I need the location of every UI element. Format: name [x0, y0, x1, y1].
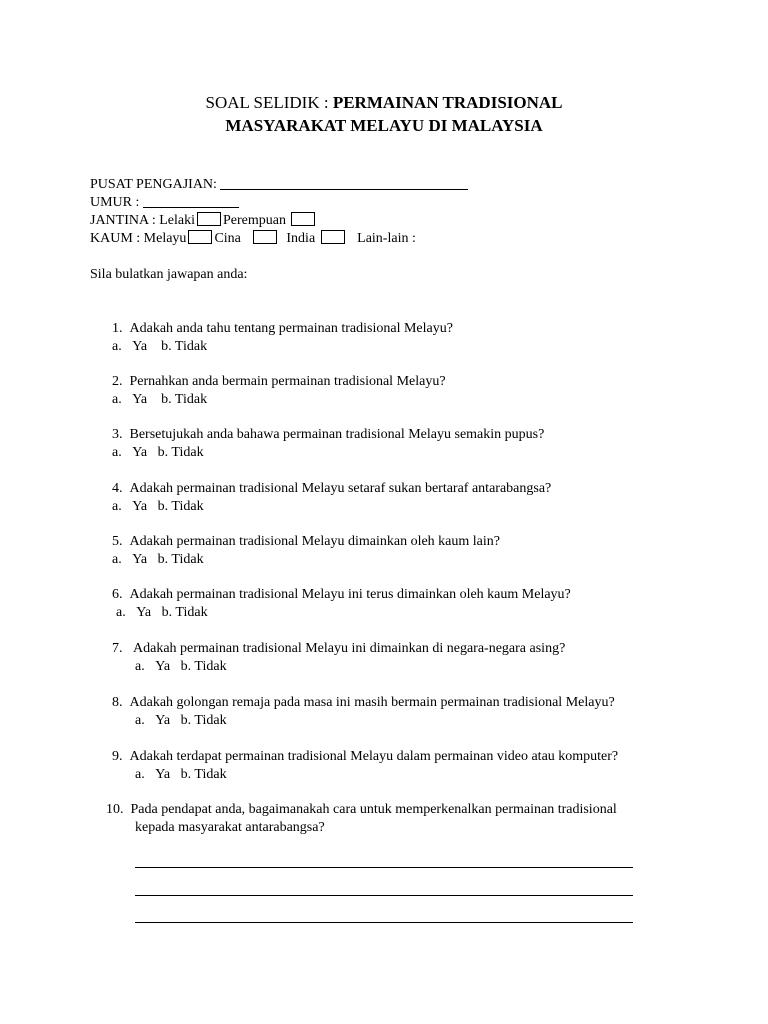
- umur-field[interactable]: [143, 195, 239, 208]
- option-a-marker: a.: [112, 445, 122, 460]
- question-text: Bersetujukah anda bahawa permainan tradisional Melayu semakin pupus?: [129, 427, 545, 442]
- question-number: 1.: [112, 321, 123, 336]
- cina-label: Cina: [214, 231, 241, 246]
- perempuan-checkbox[interactable]: [291, 212, 315, 226]
- question-7: [112, 640, 565, 658]
- answer-tidak[interactable]: b. Tidak: [161, 339, 208, 354]
- answer-ya[interactable]: Ya: [132, 392, 148, 407]
- question-4: [112, 480, 551, 498]
- question-number: 3.: [112, 427, 123, 442]
- answer-ya[interactable]: Ya: [155, 659, 171, 674]
- question-text: Adakah golongan remaja pada masa ini masih bermain permainan tradisional Melayu?: [129, 695, 615, 710]
- umur-label: UMUR :: [90, 195, 140, 210]
- answer-row-2: [112, 391, 207, 409]
- answer-tidak[interactable]: b. Tidak: [180, 767, 227, 782]
- question-number: 4.: [112, 481, 123, 496]
- answer-tidak[interactable]: b. Tidak: [180, 713, 227, 728]
- question-3: [112, 426, 544, 444]
- question-10: [106, 801, 617, 819]
- question-2: [112, 373, 446, 391]
- question-text: Adakah permainan tradisional Melayu ini terus dimainkan oleh kaum Melayu?: [129, 587, 571, 602]
- pusat-pengajian-label: PUSAT PENGAJIAN:: [90, 177, 217, 192]
- option-a-marker: a.: [112, 339, 122, 354]
- title-main-2: MASYARAKAT MELAYU DI MALAYSIA: [225, 116, 543, 135]
- question-6: [112, 586, 571, 604]
- answer-ya[interactable]: Ya: [136, 605, 152, 620]
- answer-row-6: [116, 604, 208, 622]
- answer-tidak[interactable]: b. Tidak: [161, 605, 208, 620]
- kaum-row: [90, 230, 416, 248]
- answer-line-2[interactable]: [135, 895, 633, 896]
- lelaki-checkbox[interactable]: [197, 212, 221, 226]
- answer-line-1[interactable]: [135, 867, 633, 868]
- answer-ya[interactable]: Ya: [132, 445, 148, 460]
- question-number: 2.: [112, 374, 123, 389]
- umur-row: [90, 194, 239, 212]
- question-text: Adakah permainan tradisional Melayu setaraf sukan bertaraf antarabangsa?: [129, 481, 552, 496]
- title-line-2: [0, 115, 768, 137]
- title-line-1: [0, 92, 768, 114]
- india-checkbox[interactable]: [321, 230, 345, 244]
- question-text: Adakah anda tahu tentang permainan tradisional Melayu?: [129, 321, 453, 336]
- cina-checkbox[interactable]: [253, 230, 277, 244]
- answer-row-8: [135, 712, 227, 730]
- title-prefix: SOAL SELIDIK :: [205, 93, 333, 112]
- option-a-marker: a.: [112, 552, 122, 567]
- perempuan-label: Perempuan: [222, 213, 286, 228]
- question-text-line-2: kepada masyarakat antarabangsa?: [135, 820, 325, 835]
- answer-tidak[interactable]: b. Tidak: [157, 552, 204, 567]
- question-1: [112, 320, 453, 338]
- question-number: 8.: [112, 695, 123, 710]
- option-a-marker: a.: [112, 499, 122, 514]
- melayu-checkbox[interactable]: [188, 230, 212, 244]
- option-a-marker: a.: [135, 713, 145, 728]
- jantina-label: JANTINA : Lelaki: [90, 213, 195, 228]
- question-number: 7.: [112, 641, 123, 656]
- question-5: [112, 533, 500, 551]
- answer-row-7: [135, 658, 227, 676]
- question-text: Adakah permainan tradisional Melayu ini dimainkan di negara-negara asing?: [133, 641, 566, 656]
- answer-row-3: [112, 444, 204, 462]
- answer-ya[interactable]: Ya: [132, 499, 148, 514]
- question-number: 10.: [106, 802, 124, 817]
- answer-tidak[interactable]: b. Tidak: [161, 392, 208, 407]
- jantina-row: [90, 212, 317, 230]
- question-9: [112, 748, 618, 766]
- question-text-line-1: Pada pendapat anda, bagaimanakah cara untuk memperkenalkan permainan tradisional: [130, 802, 617, 817]
- question-text: Adakah permainan tradisional Melayu dimainkan oleh kaum lain?: [129, 534, 500, 549]
- answer-ya[interactable]: Ya: [155, 767, 171, 782]
- title-main-1: PERMAINAN TRADISIONAL: [332, 93, 563, 112]
- question-8: [112, 694, 615, 712]
- question-number: 6.: [112, 587, 123, 602]
- option-a-marker: a.: [112, 392, 122, 407]
- kaum-label: KAUM : Melayu: [90, 231, 187, 246]
- answer-ya[interactable]: Ya: [132, 552, 148, 567]
- question-text: Pernahkan anda bermain permainan tradisional Melayu?: [129, 374, 446, 389]
- answer-ya[interactable]: Ya: [132, 339, 148, 354]
- answer-tidak[interactable]: b. Tidak: [157, 499, 204, 514]
- instruction: Sila bulatkan jawapan anda:: [90, 267, 248, 282]
- option-a-marker: a.: [135, 767, 145, 782]
- answer-row-5: [112, 551, 204, 569]
- question-number: 5.: [112, 534, 123, 549]
- answer-row-4: [112, 498, 204, 516]
- option-a-marker: a.: [116, 605, 126, 620]
- question-text: Adakah terdapat permainan tradisional Melayu dalam permainan video atau komputer?: [129, 749, 619, 764]
- option-a-marker: a.: [135, 659, 145, 674]
- answer-tidak[interactable]: b. Tidak: [157, 445, 204, 460]
- pusat-pengajian-row: [90, 176, 468, 194]
- answer-row-1: [112, 338, 207, 356]
- question-number: 9.: [112, 749, 123, 764]
- pusat-pengajian-field[interactable]: [220, 177, 468, 190]
- lain-lain-label: Lain-lain :: [357, 231, 416, 246]
- india-label: India: [286, 231, 316, 246]
- answer-tidak[interactable]: b. Tidak: [180, 659, 227, 674]
- answer-line-3[interactable]: [135, 922, 633, 923]
- answer-row-9: [135, 766, 227, 784]
- answer-ya[interactable]: Ya: [155, 713, 171, 728]
